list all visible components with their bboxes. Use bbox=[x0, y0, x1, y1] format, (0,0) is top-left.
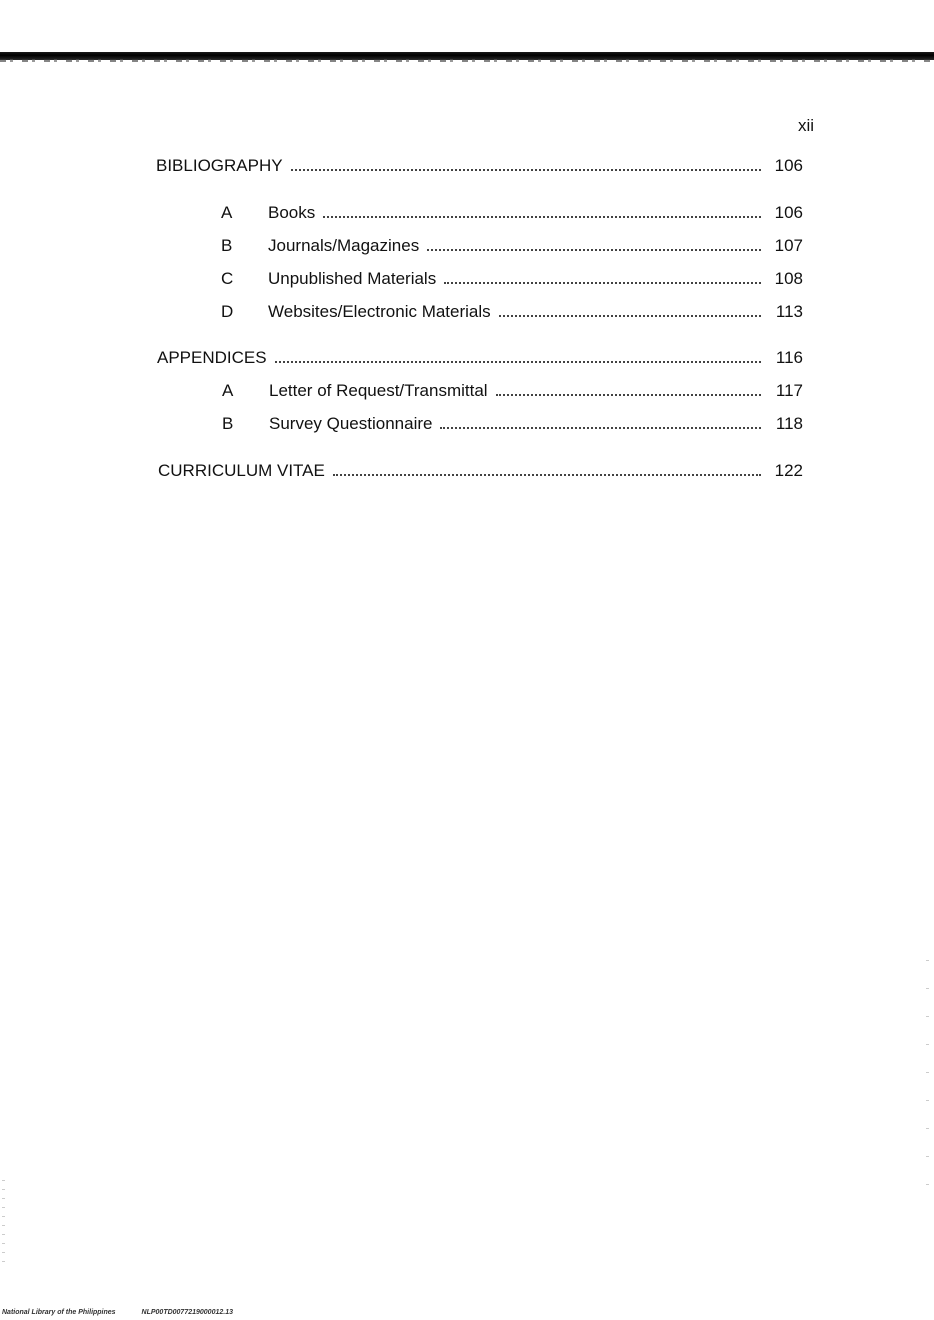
scan-speckle bbox=[926, 960, 929, 1200]
toc-entry-label: CURRICULUM VITAE bbox=[158, 461, 333, 481]
toc-entry-label: Books bbox=[268, 203, 323, 223]
scan-border bbox=[0, 52, 934, 60]
toc-entry-page: 116 bbox=[775, 348, 803, 367]
dot-leader bbox=[291, 153, 761, 171]
toc-entry-label: APPENDICES bbox=[157, 348, 275, 368]
dot-leader bbox=[444, 266, 761, 284]
toc-subentry-letter: D bbox=[221, 302, 234, 321]
scan-speckle bbox=[2, 1180, 5, 1270]
toc-subentry-letter: C bbox=[221, 269, 234, 288]
toc-entry-page: 106 bbox=[774, 156, 803, 175]
toc-subentry-websites bbox=[268, 299, 803, 321]
toc-entry-label: Survey Questionnaire bbox=[269, 414, 440, 434]
footer-code: NLP00TD0077219000012.13 bbox=[141, 1309, 233, 1316]
toc-entry-page: 106 bbox=[774, 203, 803, 222]
toc-subentry-books bbox=[268, 200, 803, 222]
toc-entry-label: Letter of Request/Transmittal bbox=[269, 381, 496, 401]
toc-entry-label: Journals/Magazines bbox=[268, 236, 427, 256]
toc-subentry-letter: A bbox=[221, 203, 233, 222]
toc-subentry-letter: B bbox=[221, 236, 233, 255]
toc-entry-bibliography bbox=[156, 153, 803, 175]
dot-leader bbox=[440, 411, 761, 429]
toc-entry-page: 118 bbox=[775, 414, 803, 433]
toc-subentry-journals bbox=[268, 233, 803, 255]
dot-leader bbox=[499, 299, 761, 317]
dot-leader bbox=[323, 200, 761, 218]
dot-leader bbox=[333, 458, 761, 476]
toc-entry-page: 122 bbox=[774, 461, 803, 480]
dot-leader bbox=[275, 345, 761, 363]
toc-subentry-unpublished bbox=[268, 266, 803, 288]
toc-entry-page: 107 bbox=[774, 236, 803, 255]
toc-entry-page: 113 bbox=[775, 302, 803, 321]
toc-entry-label: Websites/Electronic Materials bbox=[268, 302, 499, 322]
toc-entry-page: 108 bbox=[774, 269, 803, 288]
toc-subentry-letter-of-request bbox=[269, 378, 803, 400]
footer-library: National Library of the Philippines bbox=[2, 1309, 116, 1316]
toc-entry-label: Unpublished Materials bbox=[268, 269, 444, 289]
toc-entry-label: BIBLIOGRAPHY bbox=[156, 156, 291, 176]
page-number: xii bbox=[798, 116, 815, 135]
toc-entry-curriculum-vitae bbox=[158, 458, 803, 480]
toc-subentry-survey bbox=[269, 411, 803, 433]
toc-entry-page: 117 bbox=[775, 381, 803, 400]
toc-entry-appendices bbox=[157, 345, 803, 367]
toc-subentry-letter: B bbox=[222, 414, 234, 433]
dot-leader bbox=[496, 378, 761, 396]
scan-footer bbox=[2, 1309, 233, 1316]
toc-subentry-letter: A bbox=[222, 381, 234, 400]
dot-leader bbox=[427, 233, 761, 251]
